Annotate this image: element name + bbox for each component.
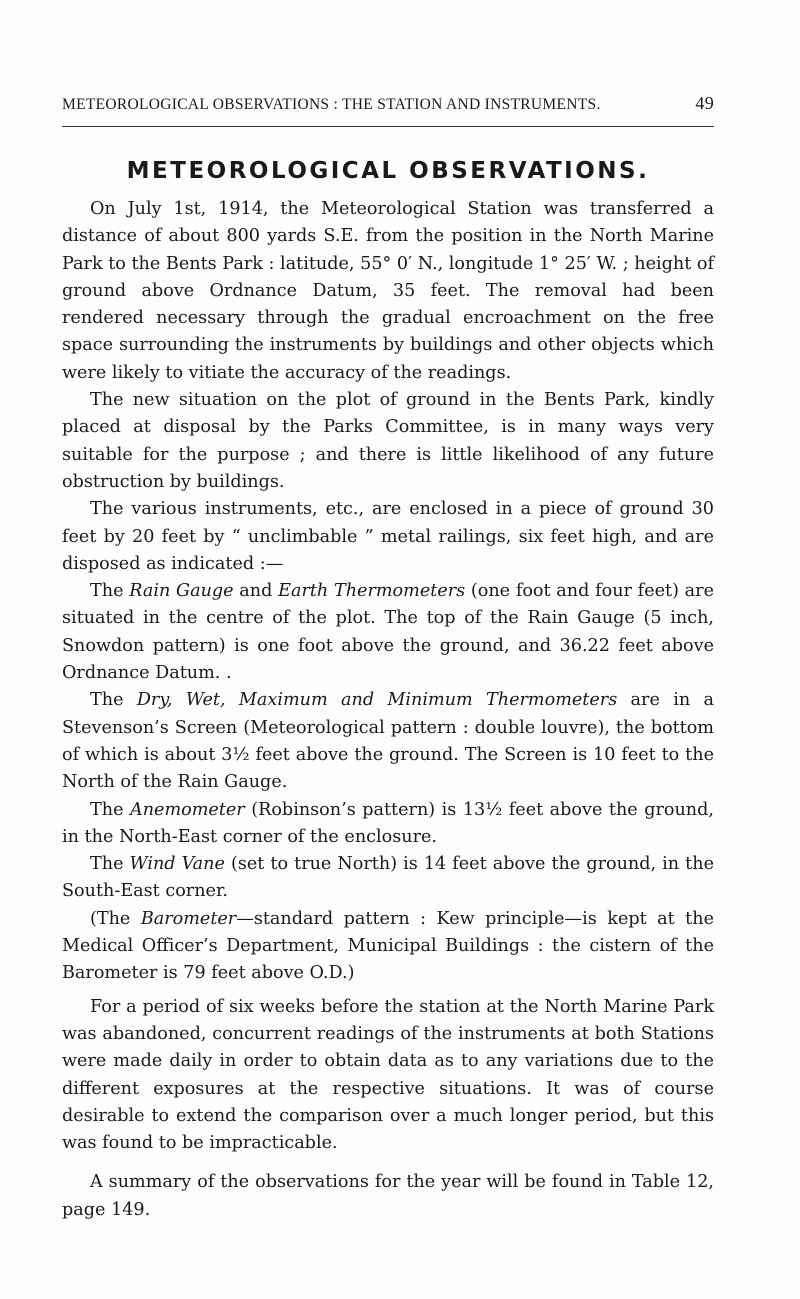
text-run: The <box>90 854 130 875</box>
text-run: —standard pattern : Kew principle—is kept at the Medical Officer’s Department, Municipal Buildings : the cistern of the Barometer is 79 feet above O.D.) <box>62 908 714 984</box>
page-number: 49 <box>695 93 714 113</box>
header-rule <box>62 126 714 127</box>
paragraph-rain-gauge <box>62 578 714 687</box>
text-run: are in a Stevenson’s Screen (Meteorological pattern : double louvre), the bottom of which is about 3½ feet above the ground. The Screen is 10 feet to the North of the Rain Gauge. <box>62 690 714 793</box>
paragraph-concurrent-readings: For a period of six weeks before the station at the North Marine Park was abandoned, concurrent readings of the instruments at both Stations were made daily in order to obtain data as to any variations due to the different exposures at the respective situations. It was of course desirable to extend the comparison over a much longer period, but this was found to be impracticable. <box>62 996 714 1154</box>
text-run: (one foot and four feet) are situated in the centre of the plot. The top of the Rain Gauge (5 inch, Snowdon pattern) is one foot above the ground, and 36.22 feet above Ordnance Datum. . <box>62 581 714 684</box>
paragraph-station-transfer: On July 1st, 1914, the Meteorological Station was transferred a distance of about 800 yards S.E. from the position in the North Marine Park to the Bents Park : latitude, 55° 0′ N., longitude 1° 25′ W. ; height of ground above Ordnance Datum, 35 feet. The removal had been rendered necessary through the gradual encroachment on the free space surrounding the instruments by buildings and other objects which were likely to vitiate the accuracy of the readings. <box>62 199 714 383</box>
running-title: METEOROLOGICAL OBSERVATIONS : THE STATION AND INSTRUMENTS. <box>62 96 601 113</box>
text-run: (The <box>90 908 141 929</box>
paragraph-new-situation: The new situation on the plot of ground in the Bents Park, kindly placed at disposal by the Parks Committee, is in many ways very suitable for the purpose ; and there is little likelihood of any future obstruction by buildings. <box>62 390 714 492</box>
text-run: The <box>90 690 137 711</box>
paragraph-anemometer <box>62 797 714 852</box>
paragraph-summary: A summary of the observations for the year will be found in Table 12, page 149. <box>62 1172 714 1220</box>
running-head <box>62 93 714 114</box>
instrument-earth-thermometers: Earth Thermometers <box>278 581 466 602</box>
section-heading: METEOROLOGICAL OBSERVATIONS. <box>126 158 650 184</box>
text-run: (Robinson’s pattern) is 13½ feet above the ground, in the North-East corner of the enclosure. <box>62 799 714 847</box>
text-run: The <box>90 799 130 820</box>
instrument-rain-gauge: Rain Gauge <box>129 581 234 602</box>
text-run: and <box>233 581 279 602</box>
instrument-wind-vane: Wind Vane <box>129 854 225 875</box>
paragraph-thermometers <box>62 687 714 796</box>
text-run: (set to true North) is 14 feet above the ground, in the South-East corner. <box>62 854 714 902</box>
instrument-barometer: Barometer <box>140 908 237 929</box>
instrument-anemometer: Anemometer <box>130 799 245 820</box>
text-run: The <box>90 581 130 602</box>
body-text <box>62 196 714 1224</box>
instrument-thermometers: Dry, Wet, Maximum and Minimum Thermometers <box>136 690 618 711</box>
paragraph-enclosure: The various instruments, etc., are enclosed in a piece of ground 30 feet by 20 feet by “ unclimbable ” metal railings, six feet high, and are disposed as indicated :— <box>62 499 714 574</box>
paragraph-barometer <box>62 906 714 988</box>
paragraph-wind-vane <box>62 851 714 906</box>
